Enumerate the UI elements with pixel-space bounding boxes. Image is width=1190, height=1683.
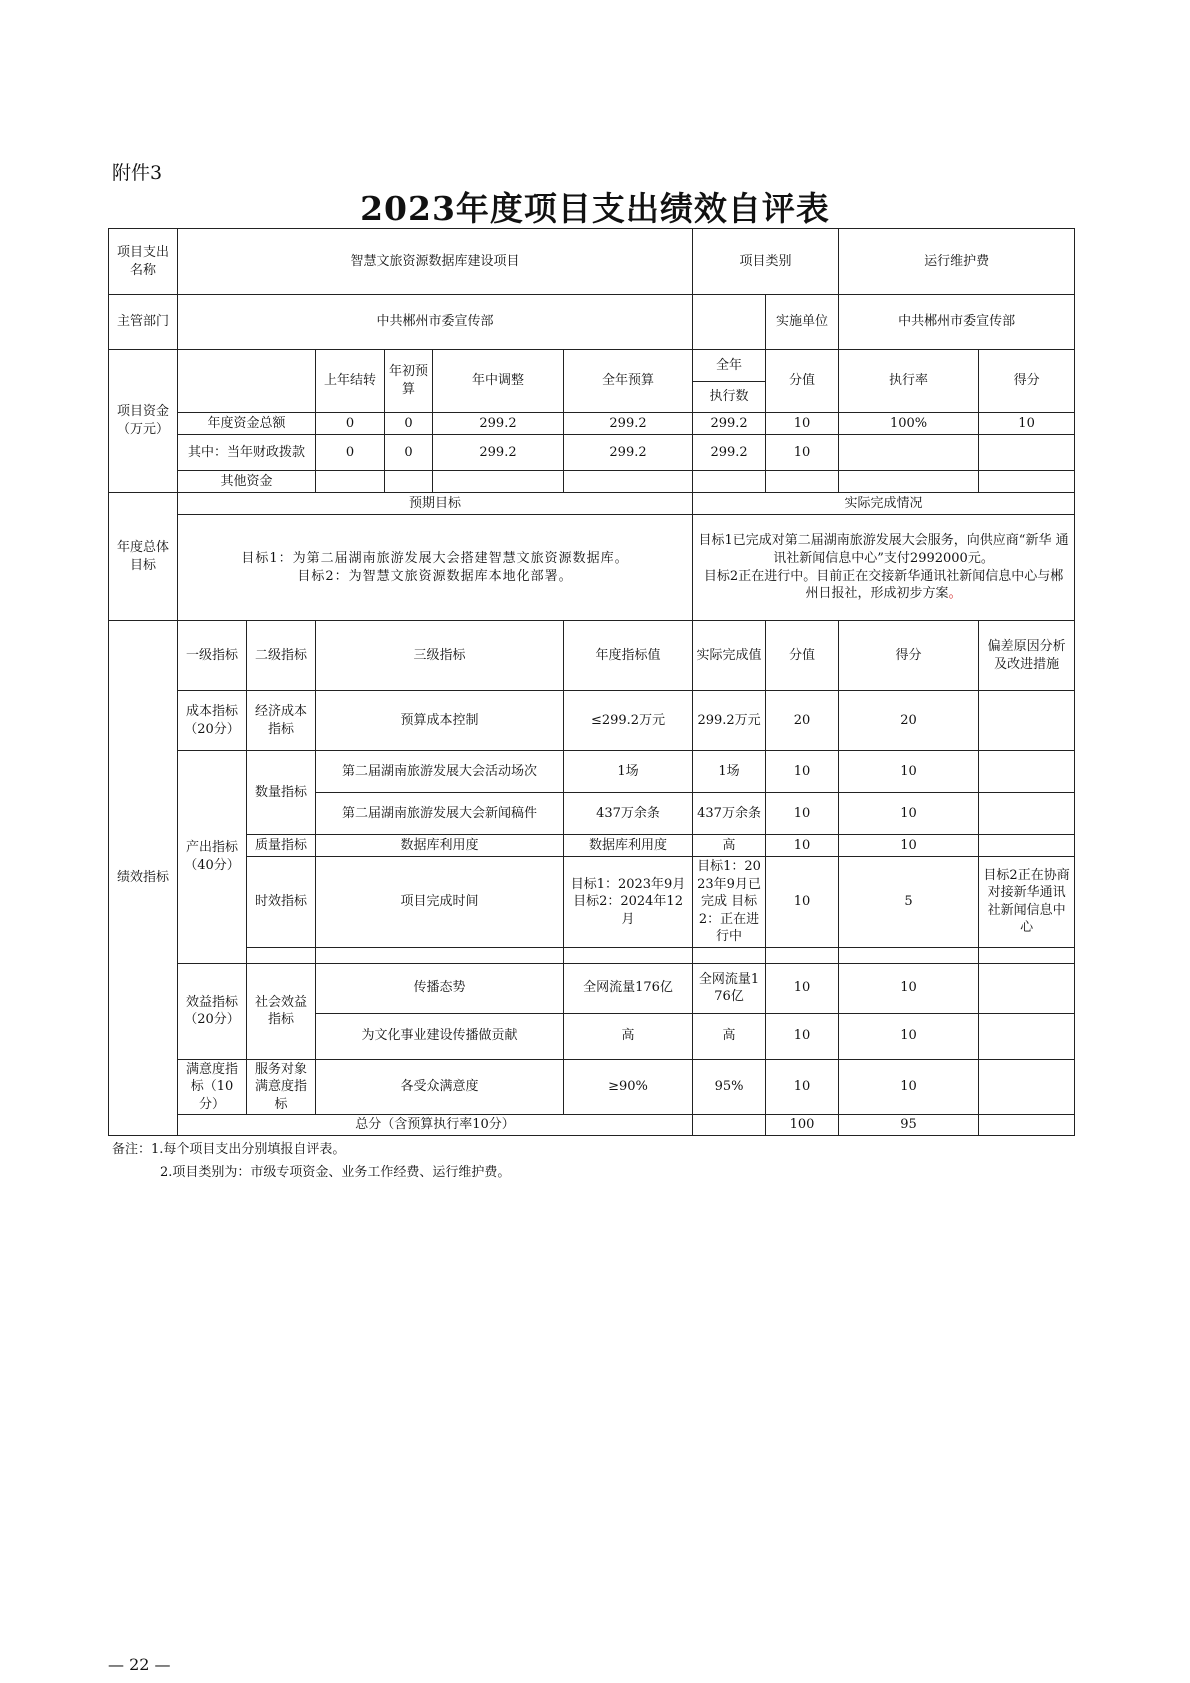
- quantity-level2: 数量指标: [247, 751, 316, 835]
- quality-level2: 质量指标: [247, 835, 316, 857]
- total-got: 95: [839, 1115, 979, 1136]
- impl-label: 实施单位: [766, 295, 839, 350]
- funds-cell: [979, 435, 1075, 471]
- funds-cell: [979, 471, 1075, 493]
- funds-header-year: 全年: [693, 350, 766, 382]
- satisfaction-score: 10: [766, 1059, 839, 1115]
- benefit-note: [979, 963, 1075, 1013]
- funds-header-exec: 执行数: [693, 382, 766, 413]
- impl-value: 中共郴州市委宣传部: [839, 295, 1075, 350]
- benefit-got: 10: [839, 1013, 979, 1059]
- funds-cell: [766, 471, 839, 493]
- cost-score: 20: [766, 691, 839, 751]
- quantity-got: 10: [839, 751, 979, 793]
- quantity-level3: 第二届湖南旅游发展大会新闻稿件: [316, 793, 564, 835]
- funds-cell: 299.2: [564, 435, 693, 471]
- ind-header-level2: 二级指标: [247, 621, 316, 691]
- benefit-actual: 全网流量176亿: [693, 963, 766, 1013]
- evaluation-table: [108, 228, 1075, 1136]
- benefit-level2: 社会效益指标: [247, 963, 316, 1059]
- attachment-label: 附件3: [112, 162, 163, 184]
- quality-got: 10: [839, 835, 979, 857]
- satisfaction-level1: 满意度指标（10分）: [178, 1059, 247, 1115]
- cost-note: [979, 691, 1075, 751]
- satisfaction-target: ≥90%: [564, 1059, 693, 1115]
- benefit-level3: 为文化事业建设传播做贡献: [316, 1013, 564, 1059]
- total-label: 总分（含预算执行率10分）: [178, 1115, 693, 1136]
- timeliness-level2: 时效指标: [247, 857, 316, 948]
- ind-header-target: 年度指标值: [564, 621, 693, 691]
- timeliness-note: 目标2正在协商对接新华通讯社新闻信息中心: [979, 857, 1075, 948]
- funds-cell: 100%: [839, 413, 979, 435]
- funds-cell: [433, 471, 564, 493]
- ind-header-note: 偏差原因分析及改进措施: [979, 621, 1075, 691]
- funds-header-budget: 全年预算: [564, 350, 693, 413]
- quantity-target: 437万余条: [564, 793, 693, 835]
- actual-goals-header: 实际完成情况: [693, 493, 1075, 515]
- funds-cell: 299.2: [693, 435, 766, 471]
- satisfaction-level3: 各受众满意度: [316, 1059, 564, 1115]
- funds-section-label: 项目资金（万元）: [109, 350, 178, 493]
- satisfaction-note: [979, 1059, 1075, 1115]
- timeliness-actual: 目标1：2023年9月已完成 目标2：正在进行中: [693, 857, 766, 948]
- funds-row-label: 其他资金: [178, 471, 316, 493]
- funds-cell: 0: [316, 435, 385, 471]
- benefit-got: 10: [839, 963, 979, 1013]
- quantity-score: 10: [766, 793, 839, 835]
- type-label: 项目类别: [693, 229, 839, 295]
- expected-goals: [178, 515, 693, 621]
- funds-header-rate: 执行率: [839, 350, 979, 413]
- quality-actual: 高: [693, 835, 766, 857]
- page-number: — 22 —: [108, 1655, 171, 1674]
- benefit-note: [979, 1013, 1075, 1059]
- page-title: 2023年度项目支出绩效自评表: [360, 189, 830, 228]
- quantity-note: [979, 793, 1075, 835]
- satisfaction-level2: 服务对象满意度指标: [247, 1059, 316, 1115]
- ind-header-score: 分值: [766, 621, 839, 691]
- funds-cell: 299.2: [433, 435, 564, 471]
- note-1: 备注：1.每个项目支出分别填报自评表。: [112, 1142, 346, 1157]
- quantity-note: [979, 751, 1075, 793]
- benefit-actual: 高: [693, 1013, 766, 1059]
- ind-header-level1: 一级指标: [178, 621, 247, 691]
- quantity-target: 1场: [564, 751, 693, 793]
- quantity-score: 10: [766, 751, 839, 793]
- funds-header-got: 得分: [979, 350, 1075, 413]
- funds-row-label: 年度资金总额: [178, 413, 316, 435]
- quality-note: [979, 835, 1075, 857]
- cost-level1: 成本指标（20分）: [178, 691, 247, 751]
- timeliness-got: 5: [839, 857, 979, 948]
- name-label: 项目支出名称: [109, 229, 178, 295]
- funds-cell: 299.2: [564, 413, 693, 435]
- funds-cell: [839, 471, 979, 493]
- funds-cell: 299.2: [433, 413, 564, 435]
- funds-cell: [316, 471, 385, 493]
- cost-level3: 预算成本控制: [316, 691, 564, 751]
- output-level1: 产出指标（40分）: [178, 751, 247, 964]
- total-note: [979, 1115, 1075, 1136]
- timeliness-target: 目标1：2023年9月 目标2：2024年12月: [564, 857, 693, 948]
- indicators-section-label: 绩效指标: [109, 621, 178, 1136]
- funds-cell: 10: [766, 413, 839, 435]
- funds-header-carryover: 上年结转: [316, 350, 385, 413]
- funds-header-adjust: 年中调整: [433, 350, 564, 413]
- funds-cell: [564, 471, 693, 493]
- dept-value: 中共郴州市委宣传部: [178, 295, 693, 350]
- satisfaction-actual: 95%: [693, 1059, 766, 1115]
- quantity-got: 10: [839, 793, 979, 835]
- cost-target: ≤299.2万元: [564, 691, 693, 751]
- satisfaction-got: 10: [839, 1059, 979, 1115]
- project-name: 智慧文旅资源数据库建设项目: [178, 229, 693, 295]
- funds-cell: 0: [316, 413, 385, 435]
- benefit-target: 全网流量176亿: [564, 963, 693, 1013]
- actual-goals: [693, 515, 1075, 621]
- funds-cell: 10: [766, 435, 839, 471]
- quality-target: 数据库利用度: [564, 835, 693, 857]
- cost-actual: 299.2万元: [693, 691, 766, 751]
- ind-header-level3: 三级指标: [316, 621, 564, 691]
- funds-cell: [385, 471, 433, 493]
- funds-cell: 0: [385, 413, 433, 435]
- cost-level2: 经济成本指标: [247, 691, 316, 751]
- funds-header-score: 分值: [766, 350, 839, 413]
- quantity-actual: 437万余条: [693, 793, 766, 835]
- quality-level3: 数据库利用度: [316, 835, 564, 857]
- total-score: 100: [766, 1115, 839, 1136]
- quantity-level3: 第二届湖南旅游发展大会活动场次: [316, 751, 564, 793]
- note-2: 2.项目类别为：市级专项资金、业务工作经费、运行维护费。: [160, 1165, 511, 1180]
- notes: [112, 1138, 510, 1184]
- funds-header-initial: 年初预算: [385, 350, 433, 413]
- quality-score: 10: [766, 835, 839, 857]
- funds-cell: 0: [385, 435, 433, 471]
- expected-goals-header: 预期目标: [178, 493, 693, 515]
- benefit-level1: 效益指标（20分）: [178, 963, 247, 1059]
- type-value: 运行维护费: [839, 229, 1075, 295]
- funds-cell: 10: [979, 413, 1075, 435]
- funds-cell: [693, 471, 766, 493]
- timeliness-level3: 项目完成时间: [316, 857, 564, 948]
- goals-section-label: 年度总体目标: [109, 493, 178, 621]
- dept-label: 主管部门: [109, 295, 178, 350]
- total-blank: [693, 1115, 766, 1136]
- timeliness-score: 10: [766, 857, 839, 948]
- ind-header-got: 得分: [839, 621, 979, 691]
- quantity-actual: 1场: [693, 751, 766, 793]
- expected-goal-1: 目标1：为第二届湖南旅游发展大会搭建智慧文旅资源数据库。: [241, 550, 629, 566]
- benefit-score: 10: [766, 963, 839, 1013]
- benefit-level3: 传播态势: [316, 963, 564, 1013]
- benefit-target: 高: [564, 1013, 693, 1059]
- actual-goal-1: 目标1已完成对第二届湖南旅游发展大会服务，向供应商“新华 通讯社新闻信息中心”支付2992000元。: [698, 533, 1069, 566]
- funds-row-label: 其中：当年财政拨款: [178, 435, 316, 471]
- funds-cell: 299.2: [693, 413, 766, 435]
- funds-cell: [839, 435, 979, 471]
- benefit-score: 10: [766, 1013, 839, 1059]
- expected-goal-2: 目标2：为智慧文旅资源数据库本地化部署。: [297, 568, 573, 584]
- actual-goal-2: 目标2正在进行中。目前正在交接新华通讯社新闻信息中心与郴 州日报社，形成初步方案。: [703, 568, 1064, 602]
- ind-header-actual: 实际完成值: [693, 621, 766, 691]
- cost-got: 20: [839, 691, 979, 751]
